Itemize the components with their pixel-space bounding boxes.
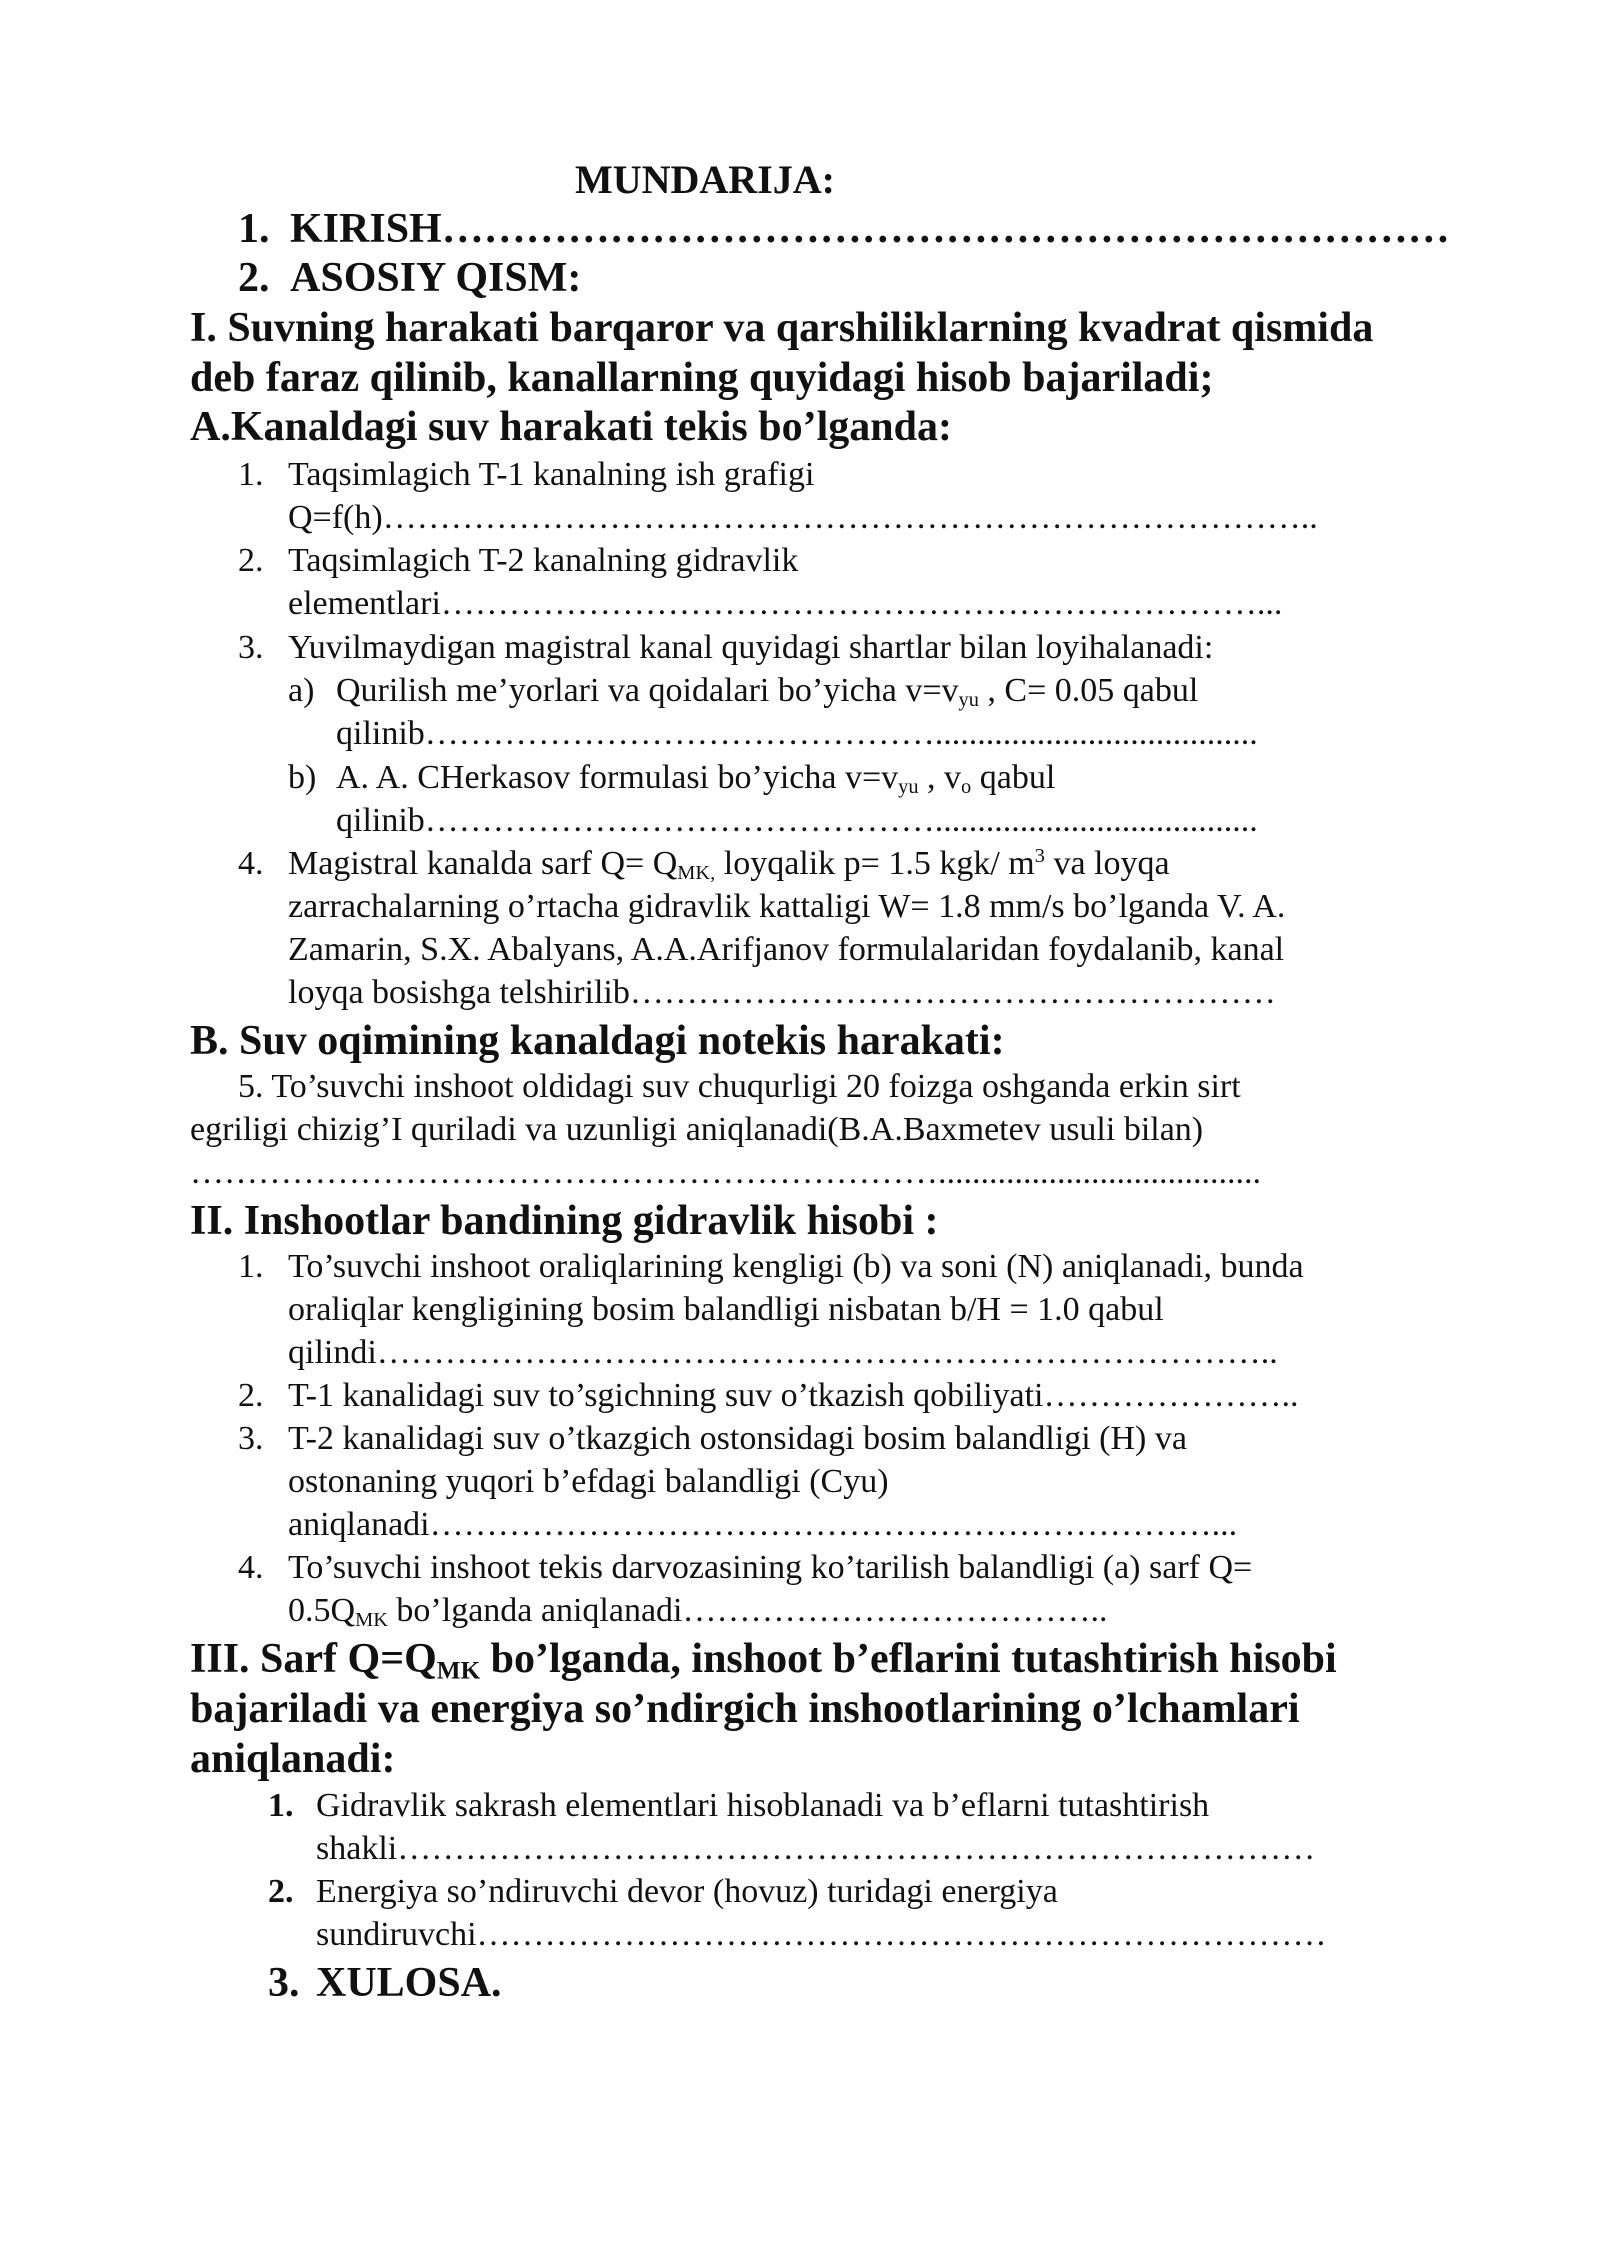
toc-item-ii3-number: 3. [238,1420,264,1457]
toc-item-a3a-text-end: , C= 0.05 qabul [978,672,1199,709]
toc-item-ii3[interactable] [238,1417,1187,1460]
toc-item-a3-number: 3. [238,629,264,666]
toc-item-a3b-subscript2: o [961,776,972,799]
toc-item-ii4-line2 [288,1589,1107,1632]
toc-item-a3b-text-mid: , v [918,759,962,796]
toc-asosiy-label: ASOSIY QISM: [290,255,582,301]
toc-item-a4-line2: zarrachalarning o’rtacha gidravlik kattaligi W= 1.8 mm/s bo’lganda V. A. [288,888,1286,925]
toc-item-iii2-line1: Energiya so’ndiruvchi devor (hovuz) turidagi energiya [316,1873,1058,1910]
toc-xulosa-label: XULOSA. [316,1960,502,2006]
toc-item-ii2[interactable] [238,1374,1299,1417]
toc-item-a3b-text: A. A. CHerkasov formulasi bo’yicha v=v [336,759,899,796]
section-iii-heading-text: III. Sarf Q=Q [190,1636,437,1682]
toc-item-a3a-subscript: yu [958,689,979,712]
toc-item-a1-number: 1. [238,456,264,493]
toc-item-a1-line2: Q=f(h)……………………………………………………………………….. [288,499,1318,536]
toc-item-a3b-letter: b) [288,759,317,796]
toc-item-b5-line3: …………………………………………………………...................................... [190,1154,1261,1191]
toc-item-iii1-number: 1. [268,1787,294,1824]
toc-item-ii1-line1: To’suvchi inshoot oraliqlarining kengligi (b) va soni (N) aniqlanadi, bunda [288,1248,1304,1285]
section-iii-heading-line1 [190,1634,1337,1684]
toc-item-a3a[interactable] [288,669,1198,712]
toc-asosiy-number: 2. [238,255,270,301]
section-iii-heading-line2: bajariladi va energiya so’ndirgich inshootlarining o’lchamlari [190,1686,1300,1732]
toc-item-a3a-line2: qilinib………………………………………...................................... [336,715,1258,752]
toc-item-a3b-subscript: yu [898,776,919,799]
toc-item-a1[interactable] [238,453,814,496]
toc-xulosa[interactable] [268,1958,502,2008]
toc-item-iii2-line2: sundiruvchi………………………………………………………………… [316,1916,1327,1953]
page-title: MUNDARIJA: [575,157,835,202]
toc-item-a2-line1: Taqsimlagich T-2 kanalning gidravlik [288,542,799,579]
toc-item-a3a-text: Qurilish me’yorlari va qoidalari bo’yicha v=v [336,672,959,709]
toc-item-b5-line2: egriligi chizig’I quriladi va uzunligi aniqlanadi(B.A.Baxmetev usuli bilan) [190,1111,1204,1148]
toc-item-a3[interactable] [238,626,1213,669]
toc-item-a4-superscript: 3 [1034,844,1045,867]
toc-item-a4-text: Magistral kanalda sarf Q= Q [288,845,678,882]
toc-item-a2-number: 2. [238,542,264,579]
toc-item-ii3-line2: ostonaning yuqori b’efdagi balandligi (Cyu) [288,1463,889,1500]
toc-item-ii1-line2: oraliqlar kengligining bosim balandligi nisbatan b/H = 1.0 qabul [288,1291,1164,1328]
toc-item-ii1-number: 1. [238,1248,264,1285]
toc-item-a2[interactable] [238,539,798,582]
toc-item-a4-line3: Zamarin, S.X. Abalyans, A.A.Arifjanov formulalaridan foydalanib, kanal [288,931,1285,968]
section-ii-heading: II. Inshootlar bandining gidravlik hisobi : [190,1198,939,1244]
toc-item-ii2-number: 2. [238,1377,264,1414]
toc-item-b5-line1[interactable]: 5. To’suvchi inshoot oldidagi suv chuqurligi 20 foizga oshganda erkin sirt [238,1068,1241,1105]
toc-item-a1-line1: Taqsimlagich T-1 kanalning ish grafigi [288,456,815,493]
toc-item-iii2[interactable] [268,1870,1058,1913]
toc-kirish-label: KIRISH……………………………………………………………… [290,206,1450,252]
section-i-heading-line2: deb faraz qilinib, kanallarning quyidagi hisob bajariladi; [190,355,1214,401]
toc-item-a3-line1: Yuvilmaydigan magistral kanal quyidagi shartlar bilan loyihalanadi: [288,629,1214,666]
toc-item-ii3-line3: aniqlanadi……………………………………………………………... [288,1506,1238,1543]
toc-item-a3b-line2: qilinib………………………………………...................................... [336,802,1258,839]
toc-item-ii1-line3: qilindi…………………………………………………………………….. [288,1334,1278,1371]
section-a-heading: A.Kanaldagi suv harakati tekis bo’lganda: [190,404,952,450]
section-b-heading: B. Suv oqimining kanaldagi notekis harakati: [190,1018,1005,1064]
toc-item-iii1[interactable] [268,1784,1209,1827]
toc-item-a4-text-end: va loyqa [1044,845,1170,882]
toc-item-ii4[interactable] [238,1546,1252,1589]
toc-item-iii1-line1: Gidravlik sakrash elementlari hisoblanadi va b’eflarni tutashtirish [316,1787,1210,1824]
toc-item-a4-text-mid: loyqalik p= 1.5 kgk/ m [715,845,1035,882]
toc-item-ii1[interactable] [238,1245,1304,1288]
toc-item-a4-subscript: MK, [677,862,716,885]
toc-asosiy-qism[interactable] [238,253,581,303]
toc-item-ii3-line1: T-2 kanalidagi suv o’tkazgich ostonsidagi bosim balandligi (H) va [288,1420,1187,1457]
toc-item-ii4-subscript: MK [355,1609,388,1632]
toc-kirish-number: 1. [238,206,270,252]
toc-item-a4-number: 4. [238,845,264,882]
toc-item-a3b-text-end: qabul [971,759,1056,796]
section-iii-heading-line3: aniqlanadi: [190,1736,396,1782]
toc-item-ii4-line2-end: bo’lganda aniqlanadi……………………………….. [387,1592,1108,1629]
toc-kirish[interactable] [238,204,1450,254]
toc-item-a3b[interactable] [288,756,1055,799]
toc-xulosa-number: 3. [268,1960,300,2006]
toc-item-a3a-letter: a) [288,672,315,709]
section-i-heading-line1: I. Suvning harakati barqaror va qarshiliklarning kvadrat qismida [190,305,1374,351]
toc-item-ii4-line2-text: 0.5Q [288,1592,356,1629]
toc-item-ii4-line1: To’suvchi inshoot tekis darvozasining ko’tarilish balandligi (a) sarf Q= [288,1549,1253,1586]
toc-item-iii1-line2: shakli……………………………………………………………………… [316,1830,1316,1867]
toc-item-ii2-line1: T-1 kanalidagi suv to’sgichning suv o’tkazish qobiliyati………………….. [288,1377,1299,1414]
section-iii-subscript: MK [436,1657,481,1685]
toc-item-ii4-number: 4. [238,1549,264,1586]
toc-item-a4[interactable] [238,842,1170,885]
section-iii-heading-end: bo’lganda, inshoot b’eflarini tutashtirish hisobi [480,1636,1337,1682]
toc-item-a2-line2: elementlari………………………………………………………………... [288,585,1283,622]
toc-item-a4-line4: loyqa bosishga telshirilib………………………………………………… [288,974,1276,1011]
toc-item-iii2-number: 2. [268,1873,294,1910]
